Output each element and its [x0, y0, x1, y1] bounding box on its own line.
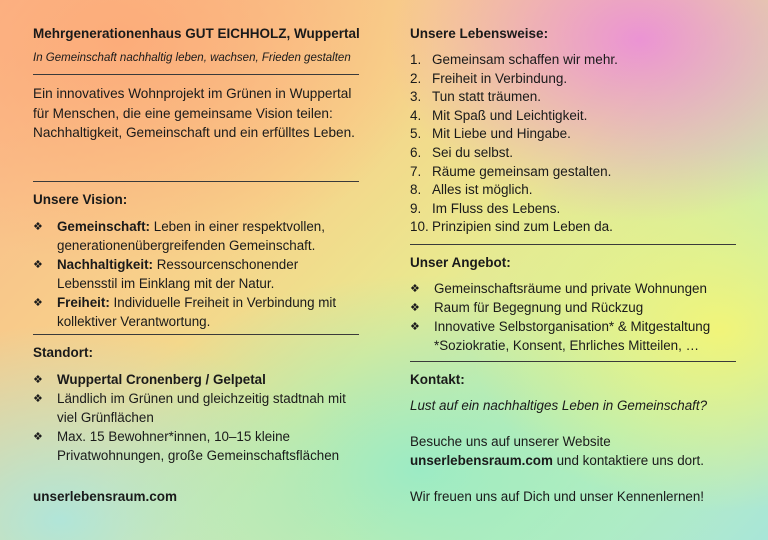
standort-item-text: Ländlich im Grünen und gleichzeitig stadtnah mit viel Grünflächen — [57, 391, 346, 425]
list-item — [410, 181, 736, 200]
diamond-bullet-icon: ❖ — [410, 320, 420, 333]
list-item — [410, 163, 736, 182]
divider — [33, 181, 359, 182]
angebot-item-text: Innovative Selbstorganisation* & Mitgestaltung *Soziokratie, Konsent, Ehrliches Mitteilen, … — [434, 319, 711, 353]
list-item — [410, 317, 736, 355]
kontakt-website-link[interactable]: unserlebensraum.com — [410, 453, 553, 468]
list-item — [33, 370, 361, 389]
diamond-bullet-icon: ❖ — [33, 373, 43, 386]
list-item-text: Mit Spaß und Leichtigkeit. — [432, 107, 588, 123]
list-item-text: Prinzipien sind zum Leben da. — [432, 219, 613, 235]
list-item-text: Mit Liebe und Hingabe. — [432, 126, 571, 142]
list-item — [410, 144, 736, 163]
list-item-text: Räume gemeinsam gestalten. — [432, 163, 612, 179]
list-item — [33, 217, 361, 255]
kontakt-visit-suffix: und kontaktiere uns dort. — [552, 453, 704, 468]
standort-list — [33, 370, 361, 465]
diamond-bullet-icon: ❖ — [33, 296, 43, 309]
diamond-bullet-icon: ❖ — [33, 220, 43, 233]
list-item — [33, 293, 361, 331]
kontakt-heading: Kontakt: — [410, 372, 465, 387]
diamond-bullet-icon: ❖ — [410, 301, 420, 314]
kontakt-question: Lust auf ein nachhaltiges Leben in Gemeinschaft? — [410, 398, 708, 413]
list-item-text: Freiheit in Verbindung. — [432, 70, 568, 86]
angebot-item-text: Raum für Begegnung und Rückzug — [434, 300, 644, 315]
vision-item-text: Ressourcenschonender Lebensstil im Einklang mit der Natur. — [57, 257, 299, 291]
list-number: 2. — [410, 70, 422, 86]
website-link[interactable]: unserlebensraum.com — [33, 489, 178, 504]
list-item-text: Im Fluss des Lebens. — [432, 200, 561, 216]
list-item — [410, 70, 736, 89]
diamond-bullet-icon: ❖ — [33, 258, 43, 271]
list-item — [410, 200, 736, 219]
list-item — [410, 298, 736, 317]
divider — [33, 334, 359, 335]
vision-item-text: Leben in einer respektvollen, generationenübergreifenden Gemeinschaft. — [57, 219, 325, 253]
vision-item-label: Gemeinschaft: — [57, 219, 154, 234]
list-number: 10. — [410, 219, 429, 235]
list-number: 7. — [410, 163, 422, 179]
list-item-text: Sei du selbst. — [432, 144, 514, 160]
intro-text: Ein innovatives Wohnprojekt im Grünen in Wuppertal für Menschen, die eine gemeinsame Vision teilen: Nachhaltigkeit, Gemeinschaft und ein erfülltes Leben. — [33, 86, 355, 140]
list-item — [410, 218, 736, 237]
list-item — [33, 389, 361, 427]
angebot-item-text: Gemeinschaftsräume und private Wohnungen — [434, 281, 707, 296]
left-column — [33, 0, 361, 540]
list-number: 4. — [410, 107, 422, 123]
list-item — [410, 107, 736, 126]
list-number: 6. — [410, 144, 422, 160]
list-number: 3. — [410, 89, 422, 105]
vision-heading: Unsere Vision: — [33, 192, 128, 207]
vision-item-label: Freiheit: — [57, 295, 114, 310]
standort-item-text: Max. 15 Bewohner*innen, 10–15 kleine Privatwohnungen, große Gemeinschaftsflächen — [57, 429, 340, 463]
list-item-text: Alles ist möglich. — [432, 182, 533, 198]
vision-item-label: Nachhaltigkeit: — [57, 257, 157, 272]
vision-list — [33, 217, 361, 331]
list-item — [410, 51, 736, 70]
kontakt-visit-line1: Besuche uns auf unserer Website — [410, 434, 611, 449]
list-item — [33, 255, 361, 293]
page-title: Mehrgenerationenhaus GUT EICHHOLZ, Wuppertal — [33, 26, 360, 41]
list-item-text: Tun statt träumen. — [432, 89, 542, 105]
list-item — [410, 279, 736, 298]
diamond-bullet-icon: ❖ — [33, 430, 43, 443]
lebensweise-heading: Unsere Lebensweise: — [410, 26, 549, 41]
standort-heading: Standort: — [33, 345, 93, 360]
list-item — [410, 125, 736, 144]
divider — [410, 361, 736, 362]
page-subtitle: In Gemeinschaft nachhaltig leben, wachsen, Frieden gestalten — [33, 52, 351, 64]
list-number: 8. — [410, 182, 422, 198]
list-item-text: Gemeinsam schaffen wir mehr. — [432, 52, 618, 67]
divider — [410, 244, 736, 245]
diamond-bullet-icon: ❖ — [410, 282, 420, 295]
diamond-bullet-icon: ❖ — [33, 392, 43, 405]
right-column — [410, 0, 736, 540]
vision-item-text: Individuelle Freiheit in Verbindung mit kollektiver Verantwortung. — [57, 295, 337, 329]
list-number: 5. — [410, 126, 422, 142]
lebensweise-list — [410, 51, 736, 237]
angebot-list — [410, 279, 736, 355]
list-number: 1. — [410, 52, 422, 67]
divider — [33, 74, 359, 75]
list-number: 9. — [410, 200, 422, 216]
standort-item-label: Wuppertal Cronenberg / Gelpetal — [57, 372, 266, 387]
list-item — [410, 88, 736, 107]
kontakt-visit-line2 — [410, 451, 704, 470]
list-item — [33, 427, 361, 465]
kontakt-closing: Wir freuen uns auf Dich und unser Kennenlernen! — [410, 489, 705, 504]
angebot-heading: Unser Angebot: — [410, 255, 511, 270]
